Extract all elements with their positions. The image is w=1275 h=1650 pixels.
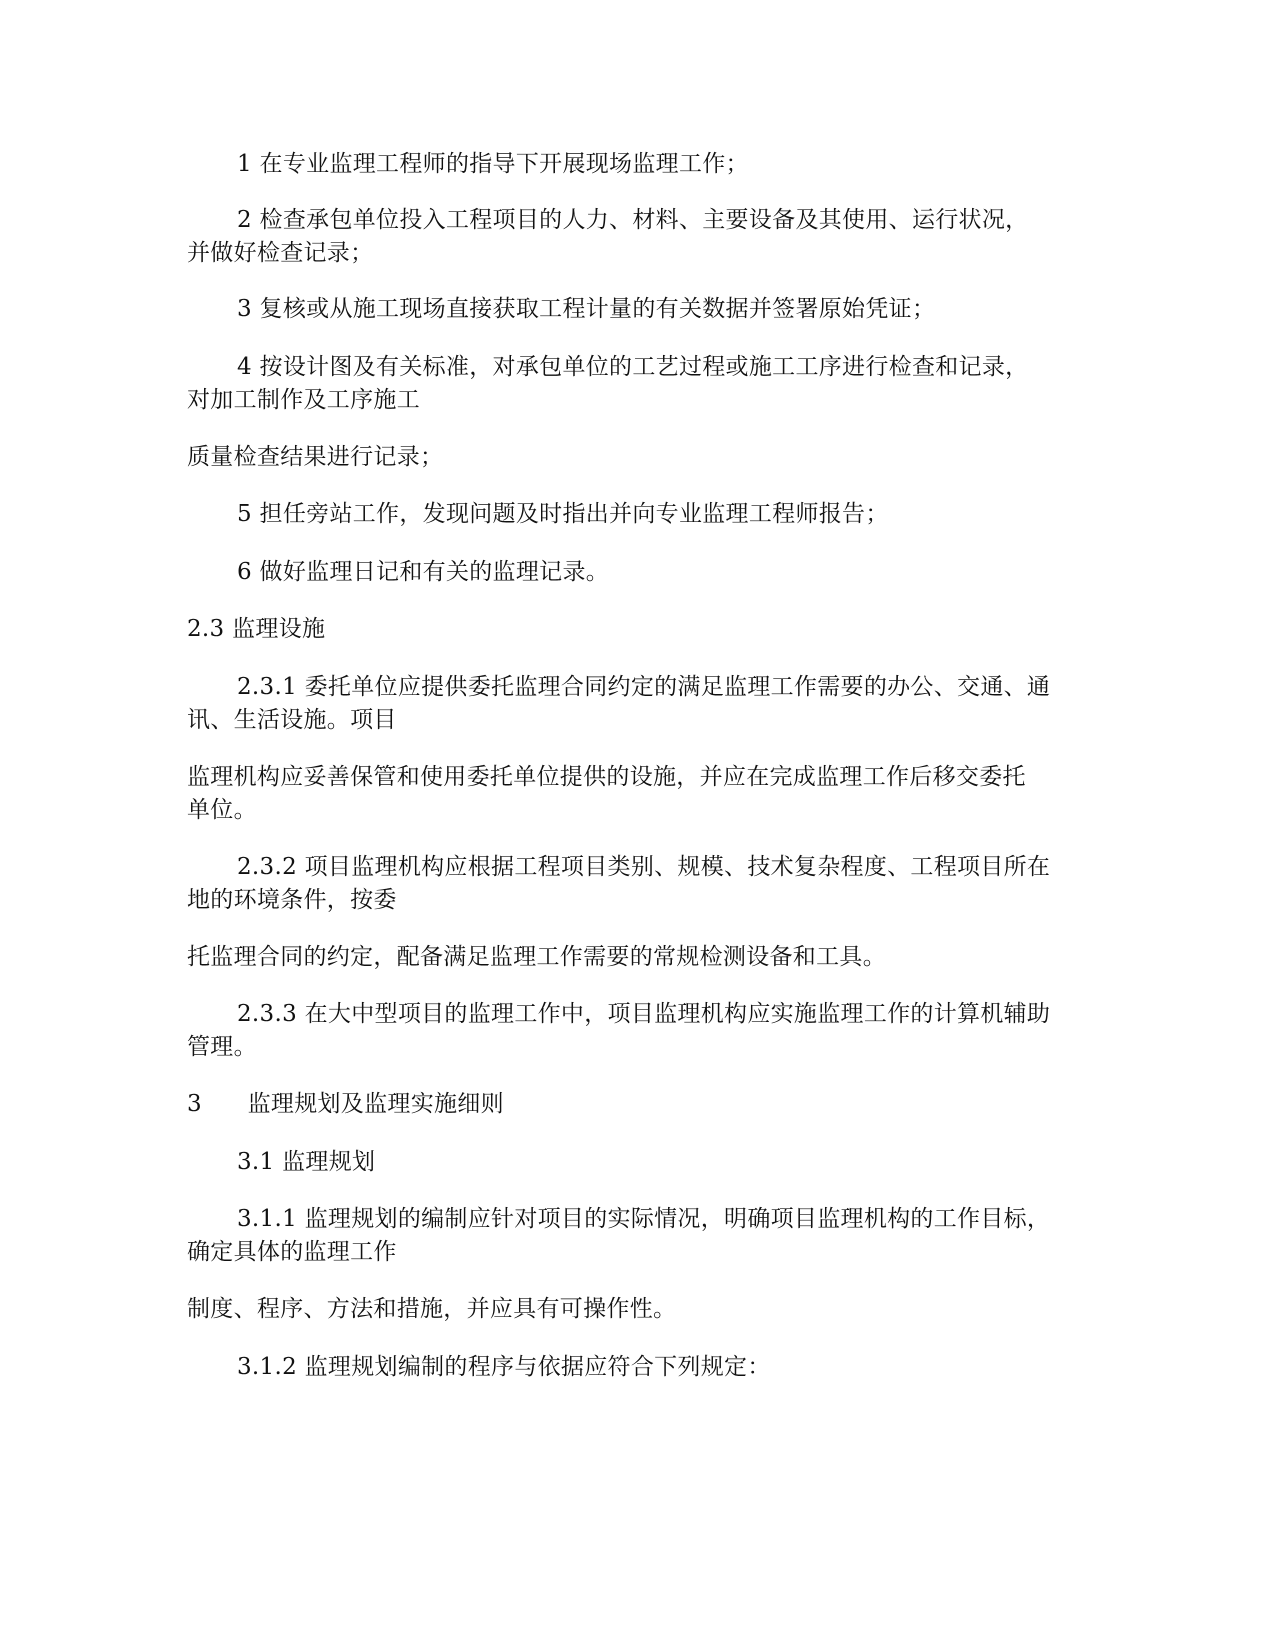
paragraph-line: 2.3.3 在大中型项目的监理工作中，项目监理机构应实施监理工作的计算机辅助: [237, 1001, 1051, 1027]
paragraph-line: 2 检查承包单位投入工程项目的人力、材料、主要设备及其使用、运行状况，: [237, 207, 1029, 233]
paragraph-line: 3.1.2 监理规划编制的程序与依据应符合下列规定：: [237, 1354, 771, 1380]
paragraph-line: 5 担任旁站工作，发现问题及时指出并向专业监理工程师报告；: [237, 501, 889, 527]
paragraph-line: 地的环境条件，按委: [187, 887, 397, 913]
paragraph-line: 对加工制作及工序施工: [187, 387, 420, 413]
paragraph-line: 单位。: [187, 797, 257, 823]
paragraph-line: 并做好检查记录；: [187, 240, 374, 266]
paragraph-line: 质量检查结果进行记录；: [187, 444, 444, 470]
paragraph-line: 6 做好监理日记和有关的监理记录。: [237, 559, 610, 585]
paragraph-line: 确定具体的监理工作: [187, 1239, 397, 1265]
paragraph-line: 2.3.1 委托单位应提供委托监理合同约定的满足监理工作需要的办公、交通、通: [237, 674, 1051, 700]
section-heading: 2.3 监理设施: [187, 616, 326, 642]
paragraph-line: 托监理合同的约定，配备满足监理工作需要的常规检测设备和工具。: [187, 944, 886, 970]
paragraph-line: 1 在专业监理工程师的指导下开展现场监理工作；: [237, 151, 749, 177]
paragraph-line: 4 按设计图及有关标准，对承包单位的工艺过程或施工工序进行检查和记录，: [237, 354, 1029, 380]
paragraph-line: 讯、生活设施。项目: [187, 707, 397, 733]
paragraph-line: 3 复核或从施工现场直接获取工程计量的有关数据并签署原始凭证；: [237, 296, 936, 322]
paragraph-line: 监理机构应妥善保管和使用委托单位提供的设施，并应在完成监理工作后移交委托: [187, 764, 1026, 790]
paragraph-line: 制度、程序、方法和措施，并应具有可操作性。: [187, 1296, 677, 1322]
subsection-heading: 3.1 监理规划: [237, 1149, 376, 1175]
paragraph-line: 3.1.1 监理规划的编制应针对项目的实际情况，明确项目监理机构的工作目标，: [237, 1206, 1051, 1232]
paragraph-line: 管理。: [187, 1034, 257, 1060]
paragraph-line: 2.3.2 项目监理机构应根据工程项目类别、规模、技术复杂程度、工程项目所在: [237, 854, 1051, 880]
chapter-heading: 3 监理规划及监理实施细则: [187, 1091, 504, 1117]
